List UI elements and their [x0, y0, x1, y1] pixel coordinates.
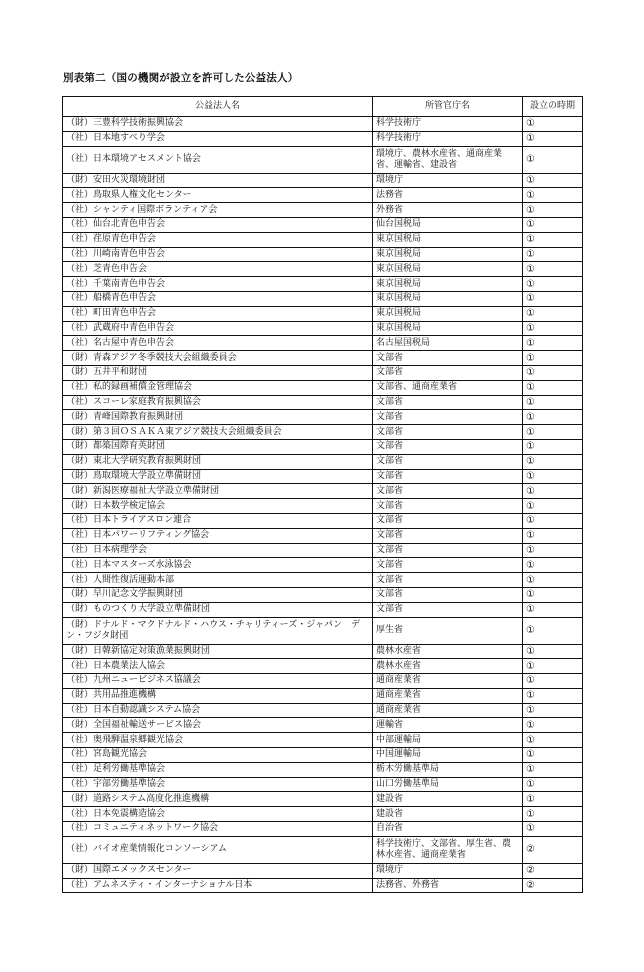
table-row	[63, 173, 583, 188]
cell-ministry: 環境庁、農林水産省、通商産業省、運輸省、建設省	[373, 146, 523, 173]
table-row	[63, 499, 583, 514]
cell-corporation-name: （財）青峰国際教育振興財団	[63, 410, 373, 425]
cell-corporation-name: （財）国際エメックスセンター	[63, 863, 373, 878]
cell-corporation-name: （社）私的録画補償金管理協会	[63, 380, 373, 395]
cell-corporation-name: （財）日本数学検定協会	[63, 499, 373, 514]
cell-ministry: 中国運輸局	[373, 748, 523, 763]
cell-period: ①	[523, 146, 583, 173]
cell-period: ①	[523, 762, 583, 777]
table-row	[63, 602, 583, 617]
cell-corporation-name: （社）日本自動認識システム協会	[63, 703, 373, 718]
table-row	[63, 688, 583, 703]
cell-corporation-name: （社）日本免震構造協会	[63, 807, 373, 822]
cell-period: ①	[523, 748, 583, 763]
cell-corporation-name: （社）荏原青色申告会	[63, 232, 373, 247]
cell-period: ①	[523, 351, 583, 366]
cell-corporation-name: （社）日本トライアスロン連合	[63, 513, 373, 528]
table-row	[63, 277, 583, 292]
table-row	[63, 674, 583, 689]
cell-ministry: 文部省	[373, 513, 523, 528]
table-row	[63, 777, 583, 792]
cell-ministry: 仙台国税局	[373, 217, 523, 232]
table-row	[63, 528, 583, 543]
cell-corporation-name: （社）シャンティ国際ボランティア会	[63, 203, 373, 218]
cell-period: ①	[523, 499, 583, 514]
cell-corporation-name: （社）足利労働基準協会	[63, 762, 373, 777]
table-row	[63, 558, 583, 573]
cell-corporation-name: （社）日本農業法人協会	[63, 659, 373, 674]
cell-ministry: 建設省	[373, 792, 523, 807]
cell-ministry: 建設省	[373, 807, 523, 822]
cell-period: ①	[523, 484, 583, 499]
cell-ministry: 通商産業省	[373, 674, 523, 689]
cell-ministry: 科学技術庁	[373, 131, 523, 146]
cell-ministry: 東京国税局	[373, 321, 523, 336]
table-row	[63, 513, 583, 528]
table-row	[63, 117, 583, 132]
cell-ministry: 文部省	[373, 602, 523, 617]
cell-corporation-name: （財）共用品推進機構	[63, 688, 373, 703]
cell-ministry: 運輸省	[373, 718, 523, 733]
cell-period: ①	[523, 188, 583, 203]
cell-period: ①	[523, 365, 583, 380]
cell-corporation-name: （社）名古屋中青色申告会	[63, 336, 373, 351]
cell-ministry: 文部省	[373, 573, 523, 588]
cell-period: ①	[523, 513, 583, 528]
table-row	[63, 617, 583, 644]
cell-period: ①	[523, 659, 583, 674]
cell-ministry: 農林水産省	[373, 659, 523, 674]
cell-corporation-name: （社）鳥取県人権文化センター	[63, 188, 373, 203]
table-row	[63, 217, 583, 232]
cell-corporation-name: （社）町田青色申告会	[63, 306, 373, 321]
cell-period: ①	[523, 306, 583, 321]
cell-period: ①	[523, 777, 583, 792]
cell-corporation-name: （社）宮島観光協会	[63, 748, 373, 763]
cell-period: ①	[523, 822, 583, 837]
table-row	[63, 878, 583, 893]
cell-period: ①	[523, 558, 583, 573]
cell-ministry: 自治省	[373, 822, 523, 837]
table-row	[63, 395, 583, 410]
cell-period: ①	[523, 232, 583, 247]
table-row	[63, 203, 583, 218]
table-row	[63, 863, 583, 878]
cell-corporation-name: （社）日本病理学会	[63, 543, 373, 558]
cell-period: ①	[523, 617, 583, 644]
cell-period: ①	[523, 602, 583, 617]
cell-corporation-name: （社）武蔵府中青色申告会	[63, 321, 373, 336]
table-row	[63, 484, 583, 499]
cell-period: ①	[523, 173, 583, 188]
cell-period: ①	[523, 792, 583, 807]
cell-corporation-name: （財）早川記念文学振興財団	[63, 587, 373, 602]
cell-corporation-name: （社）バイオ産業情報化コンソーシアム	[63, 836, 373, 863]
cell-period: ①	[523, 674, 583, 689]
foundation-table	[62, 96, 583, 893]
table-row	[63, 131, 583, 146]
cell-ministry: 文部省	[373, 439, 523, 454]
cell-period: ①	[523, 439, 583, 454]
cell-period: ①	[523, 528, 583, 543]
cell-corporation-name: （社）芝青色申告会	[63, 262, 373, 277]
table-row	[63, 587, 583, 602]
cell-corporation-name: （財）青森アジア冬季競技大会組織委員会	[63, 351, 373, 366]
cell-period: ①	[523, 703, 583, 718]
table-row	[63, 439, 583, 454]
cell-period: ①	[523, 454, 583, 469]
cell-ministry: 文部省	[373, 365, 523, 380]
cell-period: ①	[523, 380, 583, 395]
cell-ministry: 通商産業省	[373, 703, 523, 718]
cell-ministry: 外務省	[373, 203, 523, 218]
cell-period: ②	[523, 863, 583, 878]
cell-ministry: 厚生省	[373, 617, 523, 644]
cell-ministry: 文部省	[373, 499, 523, 514]
cell-period: ①	[523, 644, 583, 659]
table-row	[63, 291, 583, 306]
table-row	[63, 232, 583, 247]
table-row	[63, 644, 583, 659]
cell-period: ①	[523, 733, 583, 748]
cell-period: ②	[523, 878, 583, 893]
cell-period: ①	[523, 336, 583, 351]
cell-period: ①	[523, 277, 583, 292]
cell-corporation-name: （社）日本マスターズ水泳協会	[63, 558, 373, 573]
cell-corporation-name: （社）奥飛騨温泉郷観光協会	[63, 733, 373, 748]
cell-ministry: 山口労働基準局	[373, 777, 523, 792]
table-row	[63, 306, 583, 321]
cell-ministry: 東京国税局	[373, 247, 523, 262]
cell-ministry: 栃木労働基準局	[373, 762, 523, 777]
cell-ministry: 通商産業省	[373, 688, 523, 703]
cell-corporation-name: （社）千葉南青色申告会	[63, 277, 373, 292]
table-row	[63, 146, 583, 173]
cell-corporation-name: （財）道路システム高度化推進機構	[63, 792, 373, 807]
cell-corporation-name: （社）日本地すべり学会	[63, 131, 373, 146]
cell-corporation-name: （財）日韓新協定対策漁業振興財団	[63, 644, 373, 659]
cell-corporation-name: （財）新潟医療福祉大学設立準備財団	[63, 484, 373, 499]
cell-period: ①	[523, 117, 583, 132]
table-row	[63, 380, 583, 395]
cell-ministry: 文部省	[373, 469, 523, 484]
cell-ministry: 文部省	[373, 558, 523, 573]
table-row	[63, 247, 583, 262]
cell-corporation-name: （財）安田火災環境財団	[63, 173, 373, 188]
table-row	[63, 762, 583, 777]
cell-period: ①	[523, 410, 583, 425]
table-row	[63, 748, 583, 763]
table-header-row	[63, 97, 583, 117]
cell-ministry: 文部省	[373, 395, 523, 410]
cell-corporation-name: （社）船橋青色申告会	[63, 291, 373, 306]
cell-ministry: 環境庁	[373, 173, 523, 188]
cell-ministry: 法務省、外務省	[373, 878, 523, 893]
cell-period: ①	[523, 217, 583, 232]
table-row	[63, 822, 583, 837]
cell-ministry: 文部省、通商産業省	[373, 380, 523, 395]
table-row	[63, 410, 583, 425]
table-row	[63, 454, 583, 469]
table-row	[63, 351, 583, 366]
table-row	[63, 733, 583, 748]
table-row	[63, 262, 583, 277]
cell-period: ①	[523, 321, 583, 336]
cell-corporation-name: （財）五井平和財団	[63, 365, 373, 380]
cell-ministry: 名古屋国税局	[373, 336, 523, 351]
table-row	[63, 836, 583, 863]
cell-period: ①	[523, 395, 583, 410]
cell-period: ①	[523, 573, 583, 588]
cell-ministry: 文部省	[373, 543, 523, 558]
cell-ministry: 東京国税局	[373, 291, 523, 306]
cell-ministry: 東京国税局	[373, 262, 523, 277]
table-row	[63, 703, 583, 718]
cell-ministry: 法務省	[373, 188, 523, 203]
table-row	[63, 718, 583, 733]
cell-corporation-name: （財）全国福祉輸送サービス協会	[63, 718, 373, 733]
table-row	[63, 336, 583, 351]
cell-ministry: 文部省	[373, 425, 523, 440]
cell-corporation-name: （社）仙台北青色申告会	[63, 217, 373, 232]
cell-corporation-name: （財）三豊科学技術振興協会	[63, 117, 373, 132]
cell-corporation-name: （財）都築国際育英財団	[63, 439, 373, 454]
cell-period: ①	[523, 807, 583, 822]
cell-ministry: 農林水産省	[373, 644, 523, 659]
table-row	[63, 321, 583, 336]
cell-period: ①	[523, 291, 583, 306]
table-row	[63, 792, 583, 807]
cell-period: ①	[523, 688, 583, 703]
table-row	[63, 543, 583, 558]
cell-ministry: 科学技術庁	[373, 117, 523, 132]
table-caption: 別表第二（国の機関が設立を許可した公益法人）	[63, 72, 299, 84]
cell-ministry: 東京国税局	[373, 232, 523, 247]
header-establishment-period: 設立の時期	[523, 97, 583, 117]
cell-ministry: 東京国税局	[373, 277, 523, 292]
header-ministry: 所管官庁名	[373, 97, 523, 117]
table-row	[63, 425, 583, 440]
cell-period: ②	[523, 836, 583, 863]
cell-corporation-name: （社）スコーレ家庭教育振興協会	[63, 395, 373, 410]
table-row	[63, 659, 583, 674]
cell-period: ①	[523, 131, 583, 146]
cell-ministry: 文部省	[373, 587, 523, 602]
table-row	[63, 573, 583, 588]
table-row	[63, 807, 583, 822]
cell-ministry: 中部運輸局	[373, 733, 523, 748]
cell-ministry: 文部省	[373, 410, 523, 425]
cell-corporation-name: （社）川崎南青色申告会	[63, 247, 373, 262]
cell-ministry: 東京国税局	[373, 306, 523, 321]
cell-corporation-name: （財）東北大学研究教育振興財団	[63, 454, 373, 469]
cell-period: ①	[523, 425, 583, 440]
cell-ministry: 文部省	[373, 484, 523, 499]
cell-ministry: 文部省	[373, 528, 523, 543]
cell-corporation-name: （社）コミュニティネットワーク協会	[63, 822, 373, 837]
cell-corporation-name: （財）第３回ＯＳＡＫＡ東アジア競技大会組織委員会	[63, 425, 373, 440]
cell-ministry: 文部省	[373, 351, 523, 366]
cell-period: ①	[523, 247, 583, 262]
table-row	[63, 188, 583, 203]
table-row	[63, 469, 583, 484]
cell-corporation-name: （社）日本環境アセスメント協会	[63, 146, 373, 173]
cell-corporation-name: （社）日本パワーリフティング協会	[63, 528, 373, 543]
cell-period: ①	[523, 543, 583, 558]
cell-corporation-name: （社）宇部労働基準協会	[63, 777, 373, 792]
cell-ministry: 科学技術庁、文部省、厚生省、農林水産省、通商産業省	[373, 836, 523, 863]
header-corporation-name: 公益法人名	[63, 97, 373, 117]
cell-corporation-name: （社）アムネスティ・インターナショナル日本	[63, 878, 373, 893]
cell-ministry: 環境庁	[373, 863, 523, 878]
cell-corporation-name: （財）ものつくり大学設立準備財団	[63, 602, 373, 617]
cell-corporation-name: （財）鳥取環境大学設立準備財団	[63, 469, 373, 484]
cell-period: ①	[523, 469, 583, 484]
cell-period: ①	[523, 587, 583, 602]
cell-corporation-name: （社）人間性復活運動本部	[63, 573, 373, 588]
cell-period: ①	[523, 262, 583, 277]
cell-corporation-name: （財）ドナルド・マクドナルド・ハウス・チャリティーズ・ジャパン デン・フジタ財団	[63, 617, 373, 644]
cell-corporation-name: （社）九州ニュービジネス協議会	[63, 674, 373, 689]
cell-period: ①	[523, 203, 583, 218]
cell-ministry: 文部省	[373, 454, 523, 469]
table-row	[63, 365, 583, 380]
cell-period: ①	[523, 718, 583, 733]
